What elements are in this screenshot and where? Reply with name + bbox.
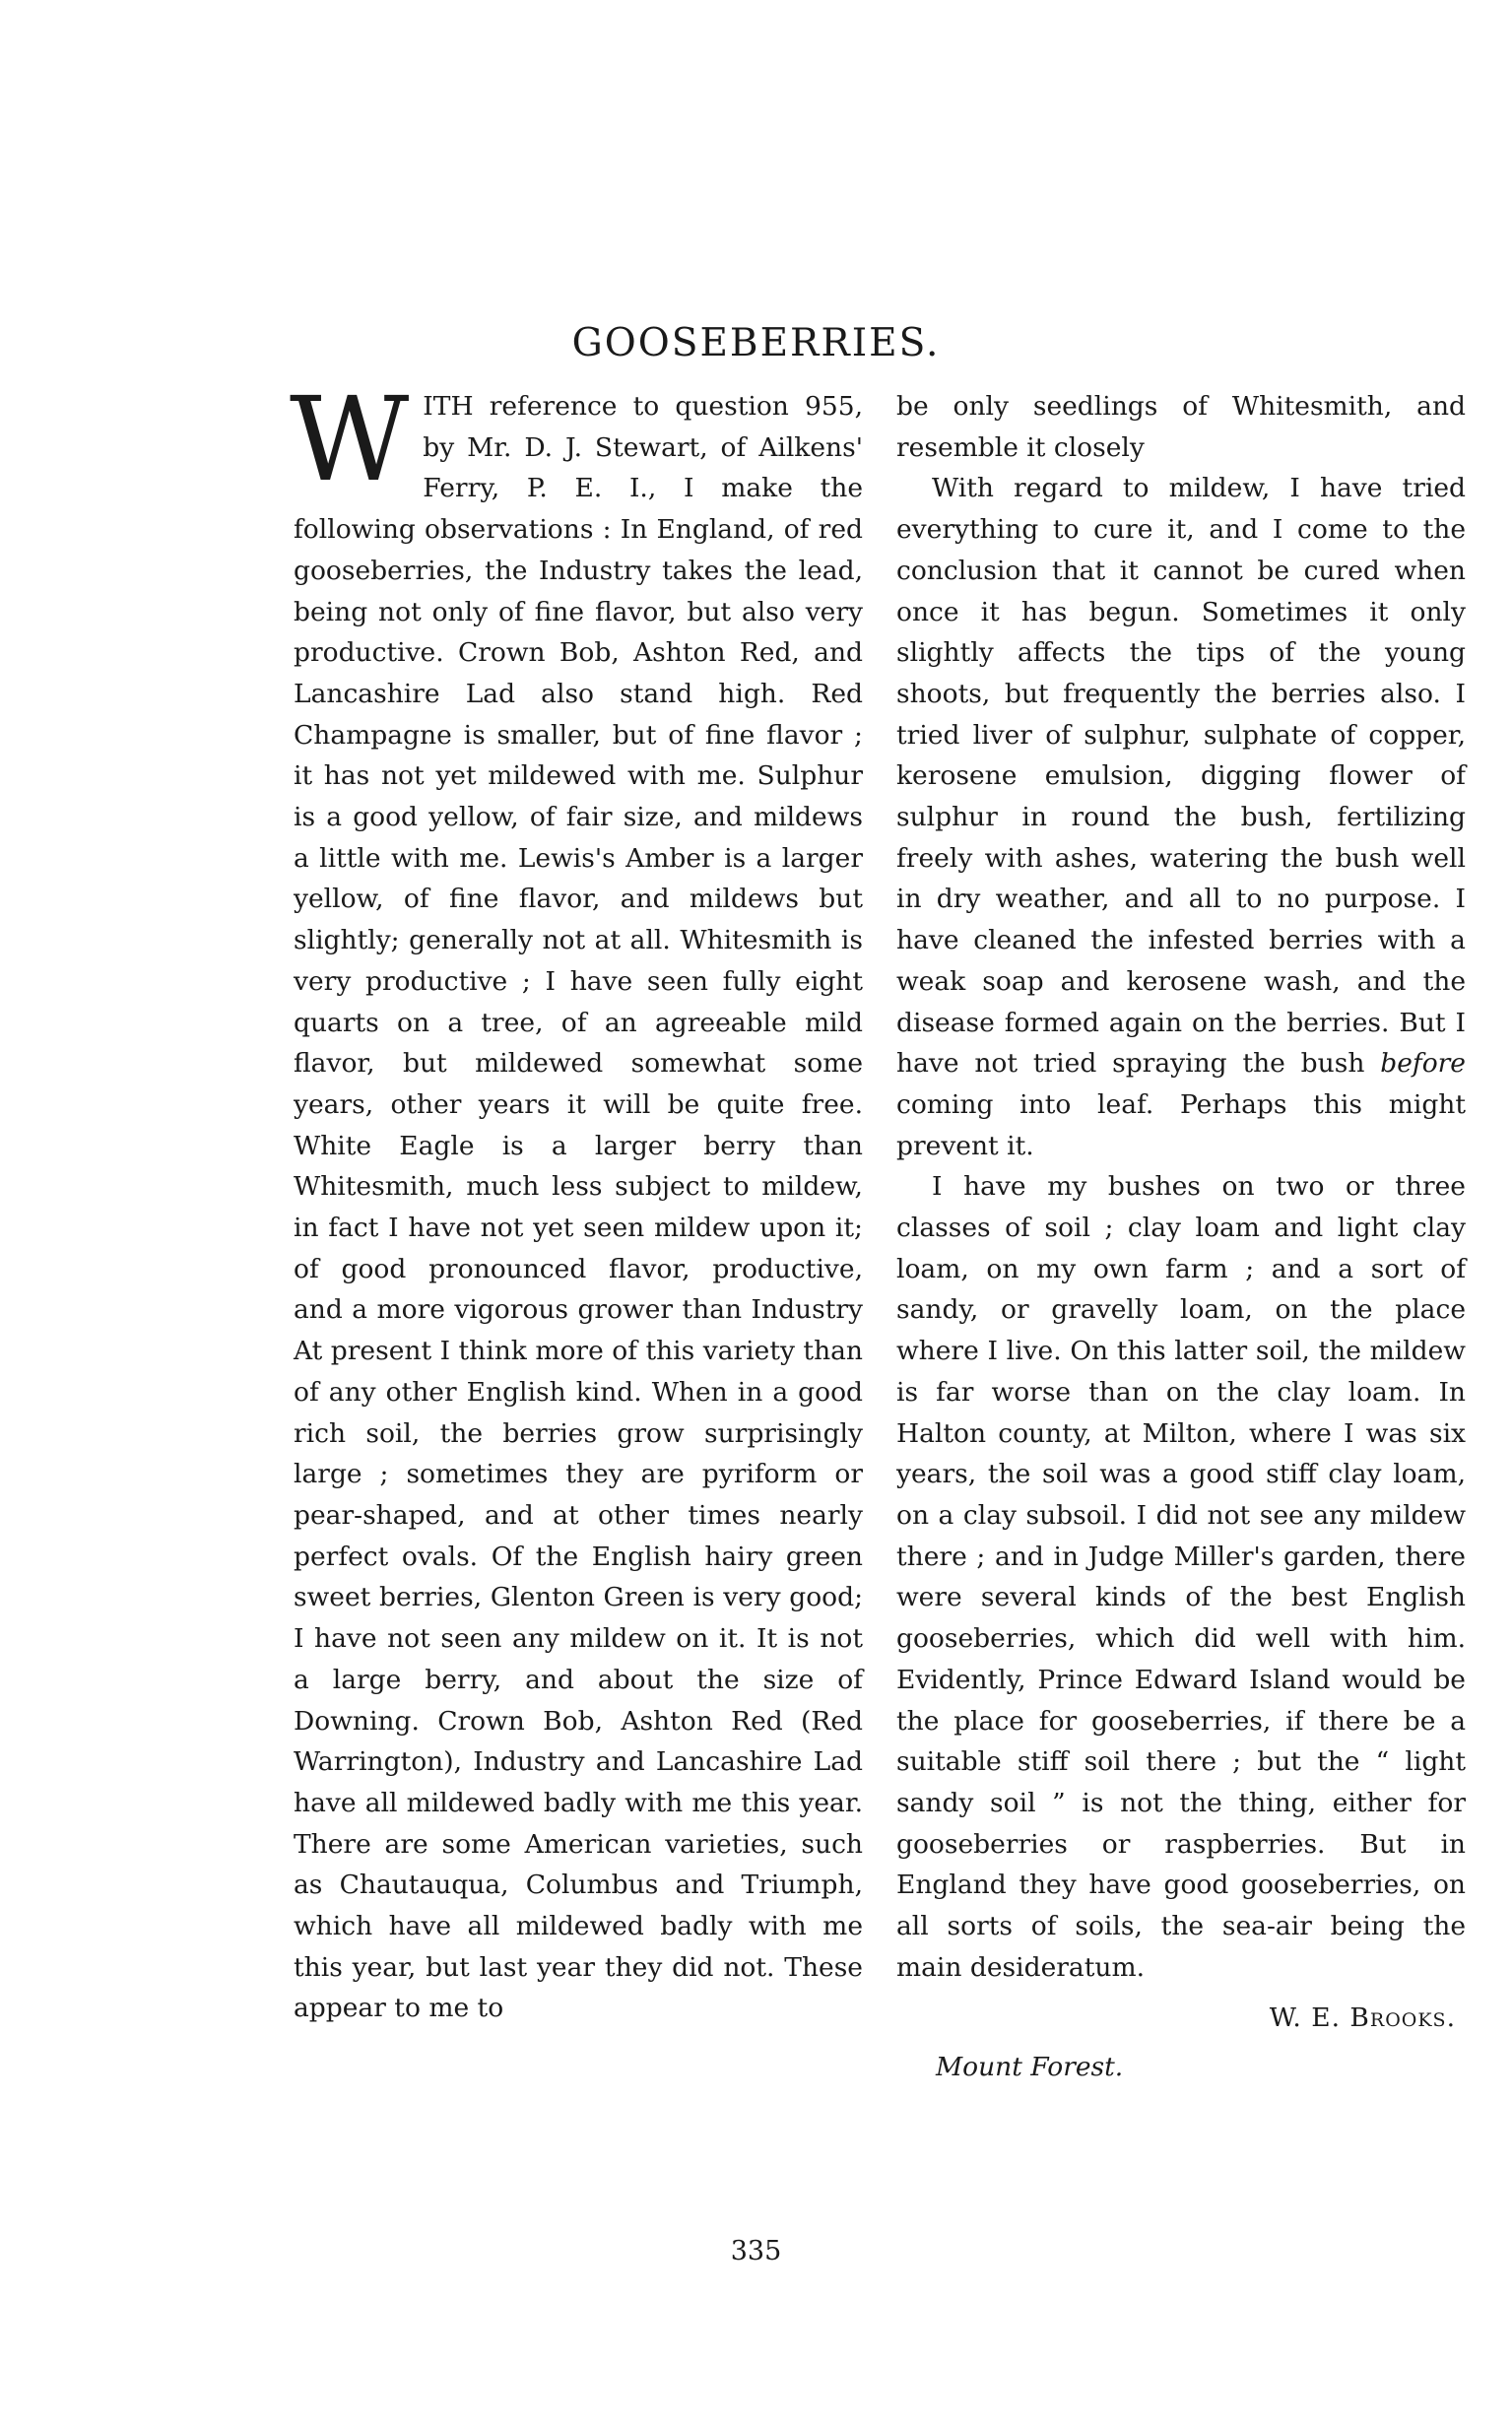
mildew-paragraph <box>896 468 1466 1166</box>
left-column <box>290 371 863 2029</box>
author-location: Mount Forest. <box>936 2052 1124 2083</box>
mildew-paragraph-text-1: With regard to mildew, I have tried everything to cure it, and I come to the conclusion that it cannot be cured when once it has begun. Sometimes it only slightly affects the tips of the young shoots, but frequently the berries also. I tried liver of sulphur, sulphate of copper, kerosene emulsion, digging flower of sulphur in round the bush, fertilizing freely with ashes, watering the bush well in dry weather, and all to no purpose. I have cleaned the infested berries with a weak soap and kerosene wash, and the disease formed again on the berries. But I have not tried spraying the bush <box>896 473 1466 1080</box>
page-number: 335 <box>730 2236 782 2266</box>
first-paragraph-text: ITH reference to question 955, by Mr. D. J. Stewart, of Ailkens' Ferry, P. E. I., I make the following observations : In England, of red gooseberries, the Industry takes the lead, being not only of fine flavor, but also very productive. Crown Bob, Ashton Red, and Lancashire Lad also stand high. Red Champagne is smaller, but of fine flavor ; it has not yet mildewed with me. Sulphur is a good yellow, of fair size, and mildews a little with me. Lewis's Amber is a larger yellow, of fine flavor, and mildews but slightly; generally not at all. Whitesmith is very productive ; I have seen fully eight quarts on a tree, of an agreeable mild flavor, but mildewed somewhat some years, other years it will be quite free. White Eagle is a larger berry than Whitesmith, much less subject to mildew, in fact I have not yet seen mildew upon it; of good pronounced flavor, productive, and a more vigorous grower than Industry At present I think more of this variety than of any other English kind. When in a good rich soil, the berries grow surprisingly large ; sometimes they are pyriform or pear-shaped, and at other times nearly perfect ovals. Of the English hairy green sweet berries, Glenton Green is very good; I have not seen any mildew on it. It is not a large berry, and about the size of Downing. Crown Bob, Ashton Red (Red Warrington), Industry and Lancashire Lad have all mildewed badly with me this year. There are some American varieties, such as Chautauqua, Columbus and Triumph, which have all mildewed badly with me this year, but last year they did not. These appear to me to <box>294 391 863 2024</box>
right-column <box>896 386 1466 2088</box>
mildew-paragraph-emphasis: before <box>1380 1048 1466 1080</box>
mildew-paragraph-text-2: coming into leaf. Perhaps this might prevent it. <box>896 1088 1466 1161</box>
author-signature: W. E. Brooks. <box>1269 2002 1456 2034</box>
soil-paragraph: I have my bushes on two or three classes of soil ; clay loam and light clay loam, on my own farm ; and a sort of sandy, or gravelly loam, on the place where I live. On this latter soil, the mildew is far worse than on the clay loam. In Halton county, at Milton, where I was six years, the soil was a good stiff clay loam, on a clay subsoil. I did not see any mildew there ; and in Judge Miller's garden, there were several kinds of the best English gooseberries, which did well with him. Evidently, Prince Edward Island would be the place for gooseberries, if there be a suitable stiff soil there ; but the “ light sandy soil ” is not the thing, either for gooseberries or raspberries. But in England they have good gooseberries, on all sorts of soils, the sea-air being the main desideratum. <box>896 1171 1466 1983</box>
continuation-paragraph: be only seedlings of Whitesmith, and resemble it closely <box>896 391 1466 463</box>
article-title: GOOSEBERRIES. <box>571 321 941 366</box>
drop-cap-letter: W <box>290 371 410 507</box>
first-paragraph <box>290 371 863 2029</box>
